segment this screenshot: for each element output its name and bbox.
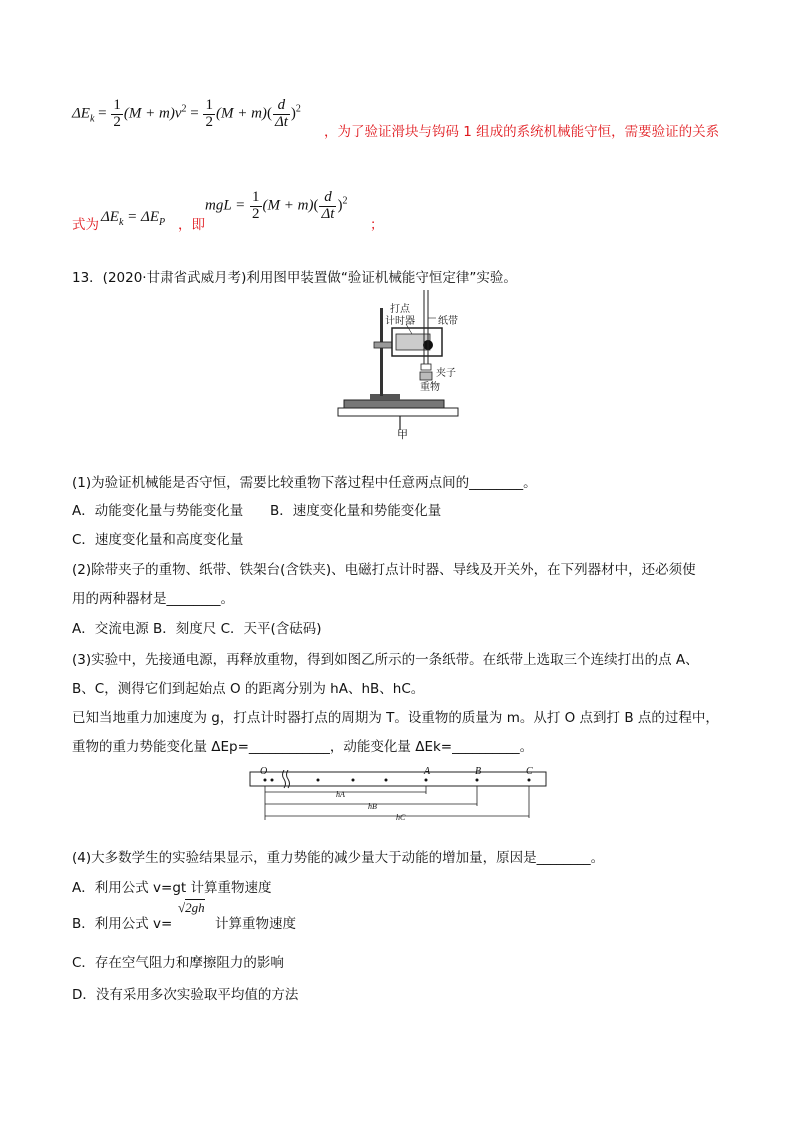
relation-ji: ，即 xyxy=(178,217,205,233)
equals-sign: = xyxy=(98,105,107,122)
q1-text: (1)为验证机械能是否守恒，需要比较重物下落过程中任意两点间的________。 xyxy=(72,475,537,491)
point-label-B: B xyxy=(475,766,482,777)
label-timer: 打点 xyxy=(390,304,410,315)
q3-line-2: B、C，测得它们到起始点 O 的距离分别为 hA、hB、hC。 xyxy=(72,681,425,697)
q3-line-3: 已知当地重力加速度为 g，打点计时器打点的周期为 T。设重物的质量为 m。从打 O 点到打 B 点的过程中， xyxy=(72,710,719,726)
tape-strip xyxy=(250,772,546,786)
table-top xyxy=(338,408,458,416)
delta-ek-symbol: ΔE xyxy=(101,209,119,225)
relation-prefix: 式为 xyxy=(72,217,99,233)
denominator: 2 xyxy=(113,113,121,130)
mass-sum: (M + m) xyxy=(262,197,314,214)
label-tape: 纸带 xyxy=(438,316,458,327)
q4-text: (4)大多数学生的实验结果显示，重力势能的减少量大于动能的增加量，原因是________。 xyxy=(72,850,605,866)
mass-sum: (M + m) xyxy=(215,105,267,122)
denominator: Δt xyxy=(274,113,288,130)
numerator: d xyxy=(277,97,286,113)
denominator: 2 xyxy=(252,205,260,222)
velocity-symbol: v xyxy=(174,105,182,122)
q1-option-c: C．速度变化量和高度变化量 xyxy=(72,532,244,548)
base-plate xyxy=(344,400,444,408)
numerator: 1 xyxy=(205,97,213,113)
q3-line-1: (3)实验中，先接通电源，再释放重物，得到如图乙所示的一条纸带。在纸带上选取三个连续打出的点 A、 xyxy=(72,652,699,668)
radicand: 2gh xyxy=(185,900,205,915)
equals-sign: = xyxy=(190,105,199,122)
h-c-label: hC xyxy=(396,813,406,822)
half-fraction xyxy=(250,190,262,223)
q1-option-b: B．速度变化量和势能变化量 xyxy=(270,503,442,519)
dot xyxy=(385,779,388,782)
half-fraction xyxy=(111,98,123,131)
denominator: Δt xyxy=(321,205,335,222)
dot-A xyxy=(425,779,428,782)
energy-relation xyxy=(101,209,165,228)
dot xyxy=(271,779,274,782)
q3-line-4: 重物的重力势能变化量 ΔEp=____________，动能变化量 ΔEk=__________。 xyxy=(72,739,534,755)
point-label-O: O xyxy=(260,766,268,777)
q4-option-b-prefix: B．利用公式 v= xyxy=(72,916,173,932)
dot-O xyxy=(264,779,267,782)
q4-option-c: C．存在空气阻力和摩擦阻力的影响 xyxy=(72,955,284,971)
delta-ek-symbol: ΔE xyxy=(72,105,90,122)
relation-tail: ； xyxy=(370,217,384,233)
h-b-label: hB xyxy=(368,802,377,811)
formula-note-1: ，为了验证滑块与钩码 1 组成的系统机械能守恒，需要验证的关系 xyxy=(324,124,720,140)
point-label-C: C xyxy=(526,766,533,777)
question-stem: 13．(2020·甘肃省武威月考)利用图甲装置做“验证机械能守恒定律”实验。 xyxy=(72,270,517,286)
dot-C xyxy=(528,779,531,782)
energy-formula-1: $\Delta E_k$ = $\frac{1}{2}$ $(M + m)v^2$ = $\frac{1}{2}$ (M + m)( $\frac{d}{\Delta t}$ )$^2$ xyxy=(72,97,301,130)
d-over-dt xyxy=(273,98,290,131)
figure-caption-jia: 甲 xyxy=(397,428,408,441)
dot xyxy=(317,779,320,782)
subscript-p: P xyxy=(159,217,166,228)
h-a-label: hA xyxy=(336,790,345,799)
label-clip: 夹子 xyxy=(436,368,456,379)
dot-B xyxy=(476,779,479,782)
numerator: 1 xyxy=(252,189,260,205)
subscript-k: k xyxy=(118,217,124,228)
stand-rod xyxy=(380,308,383,396)
point-label-A: A xyxy=(424,766,431,777)
q4-option-a: A．利用公式 v=gt 计算重物速度 xyxy=(72,880,272,896)
subscript-k: k xyxy=(89,113,95,125)
q4-option-d: D．没有采用多次实验取平均值的方法 xyxy=(72,987,299,1003)
numerator: d xyxy=(324,189,332,205)
square-exponent: 2 xyxy=(342,195,348,207)
clip xyxy=(421,364,431,370)
delta-ep-symbol: = ΔE xyxy=(123,209,160,225)
numerator: 1 xyxy=(113,97,121,113)
label-weight: 重物 xyxy=(420,382,440,393)
q2-line-2: 用的两种器材是________。 xyxy=(72,591,234,607)
half-fraction xyxy=(203,98,215,131)
q4-option-b-suffix: 计算重物速度 xyxy=(215,916,296,932)
q2-options: A．交流电源 B．刻度尺 C．天平(含砝码) xyxy=(72,621,322,637)
sqrt-2gh: √2gh xyxy=(178,900,205,915)
label-timer2: 计时器 xyxy=(385,316,415,327)
square-exponent: 2 xyxy=(181,103,187,115)
stand-foot xyxy=(370,394,400,400)
d-over-dt xyxy=(319,190,336,223)
dot xyxy=(352,779,355,782)
q2-line-1: (2)除带夹子的重物、纸带、铁架台(含铁夹)、电磁打点计时器、导线及开关外，在下列器材中，还必须使 xyxy=(72,562,696,578)
denominator: 2 xyxy=(205,113,213,130)
square-exponent: 2 xyxy=(295,103,301,115)
q1-option-a: A．动能变化量与势能变化量 xyxy=(72,503,244,519)
mass-sum: (M + m) xyxy=(123,105,175,122)
energy-formula-2: mgL = $\frac{1}{2}$ (M + m)( $\frac{d}{\Delta t}$ )$^2$ xyxy=(205,189,348,222)
mgL-term: mgL = xyxy=(205,197,246,214)
